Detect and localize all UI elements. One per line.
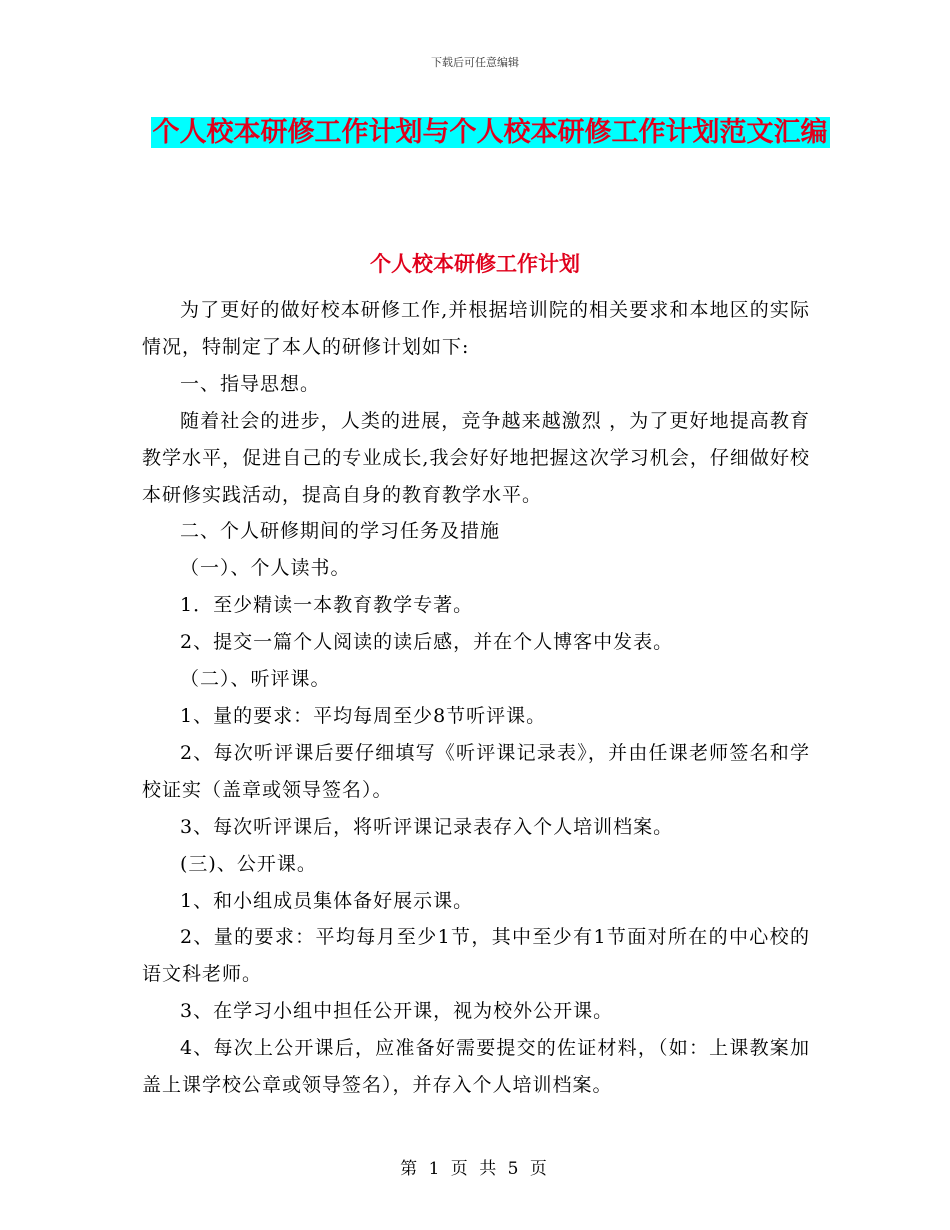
paragraph: 2、提交一篇个人阅读的读后感，并在个人博客中发表。 <box>180 631 674 654</box>
document-title <box>140 112 840 154</box>
paragraph: 3、在学习小组中担任公开课，视为校外公开课。 <box>180 1000 614 1023</box>
paragraph: 二、个人研修期间的学习任务及措施 <box>180 520 501 543</box>
paragraph: 随着社会的进步，人类的进展，竞争越来越激烈 ，为了更好地提高教育教学水平，促进自己的专业成长,我会好好地把握这次学习机会，仔细做好校本研修实践活动，提高自身的教育教学水平。 <box>142 409 810 506</box>
paragraph: 1．至少精读一本教育教学专著。 <box>180 594 474 617</box>
paragraph: 4、每次上公开课后，应准备好需要提交的佐证材料，（如：上课教案加盖上课学校公章或领导签名），并存入个人培训档案。 <box>142 1037 810 1097</box>
paragraph: (三)、公开课。 <box>180 852 317 875</box>
page-number-footer: 第 1 页 共 5 页 <box>400 1159 550 1179</box>
section-title: 个人校本研修工作计划 <box>370 252 580 276</box>
paragraph: 3、每次听评课后，将听评课记录表存入个人培训档案。 <box>180 815 674 838</box>
header-note: 下载后可任意编辑 <box>431 56 519 69</box>
paragraph: （二）、听评课。 <box>180 668 331 691</box>
paragraph: 1、和小组成员集体备好展示课。 <box>180 889 474 912</box>
paragraph: 2、每次听评课后要仔细填写《听评课记录表》，并由任课老师签名和学校证实（盖章或领导签名）。 <box>142 741 810 801</box>
body-text <box>142 292 810 1104</box>
paragraph: 为了更好的做好校本研修工作,并根据培训院的相关要求和本地区的实际情况，特制定了本人的研修计划如下: <box>142 299 810 358</box>
paragraph: 一、指导思想。 <box>180 372 321 395</box>
paragraph: 1、量的要求：平均每周至少8节听评课。 <box>180 704 547 727</box>
paragraph: 2、量的要求：平均每月至少1节，其中至少有1节面对所在的中心校的语文科老师。 <box>142 926 810 986</box>
paragraph: （一）、个人读书。 <box>180 557 351 580</box>
document-title-text: 个人校本研修工作计划与个人校本研修工作计划范文汇编 <box>152 117 828 148</box>
